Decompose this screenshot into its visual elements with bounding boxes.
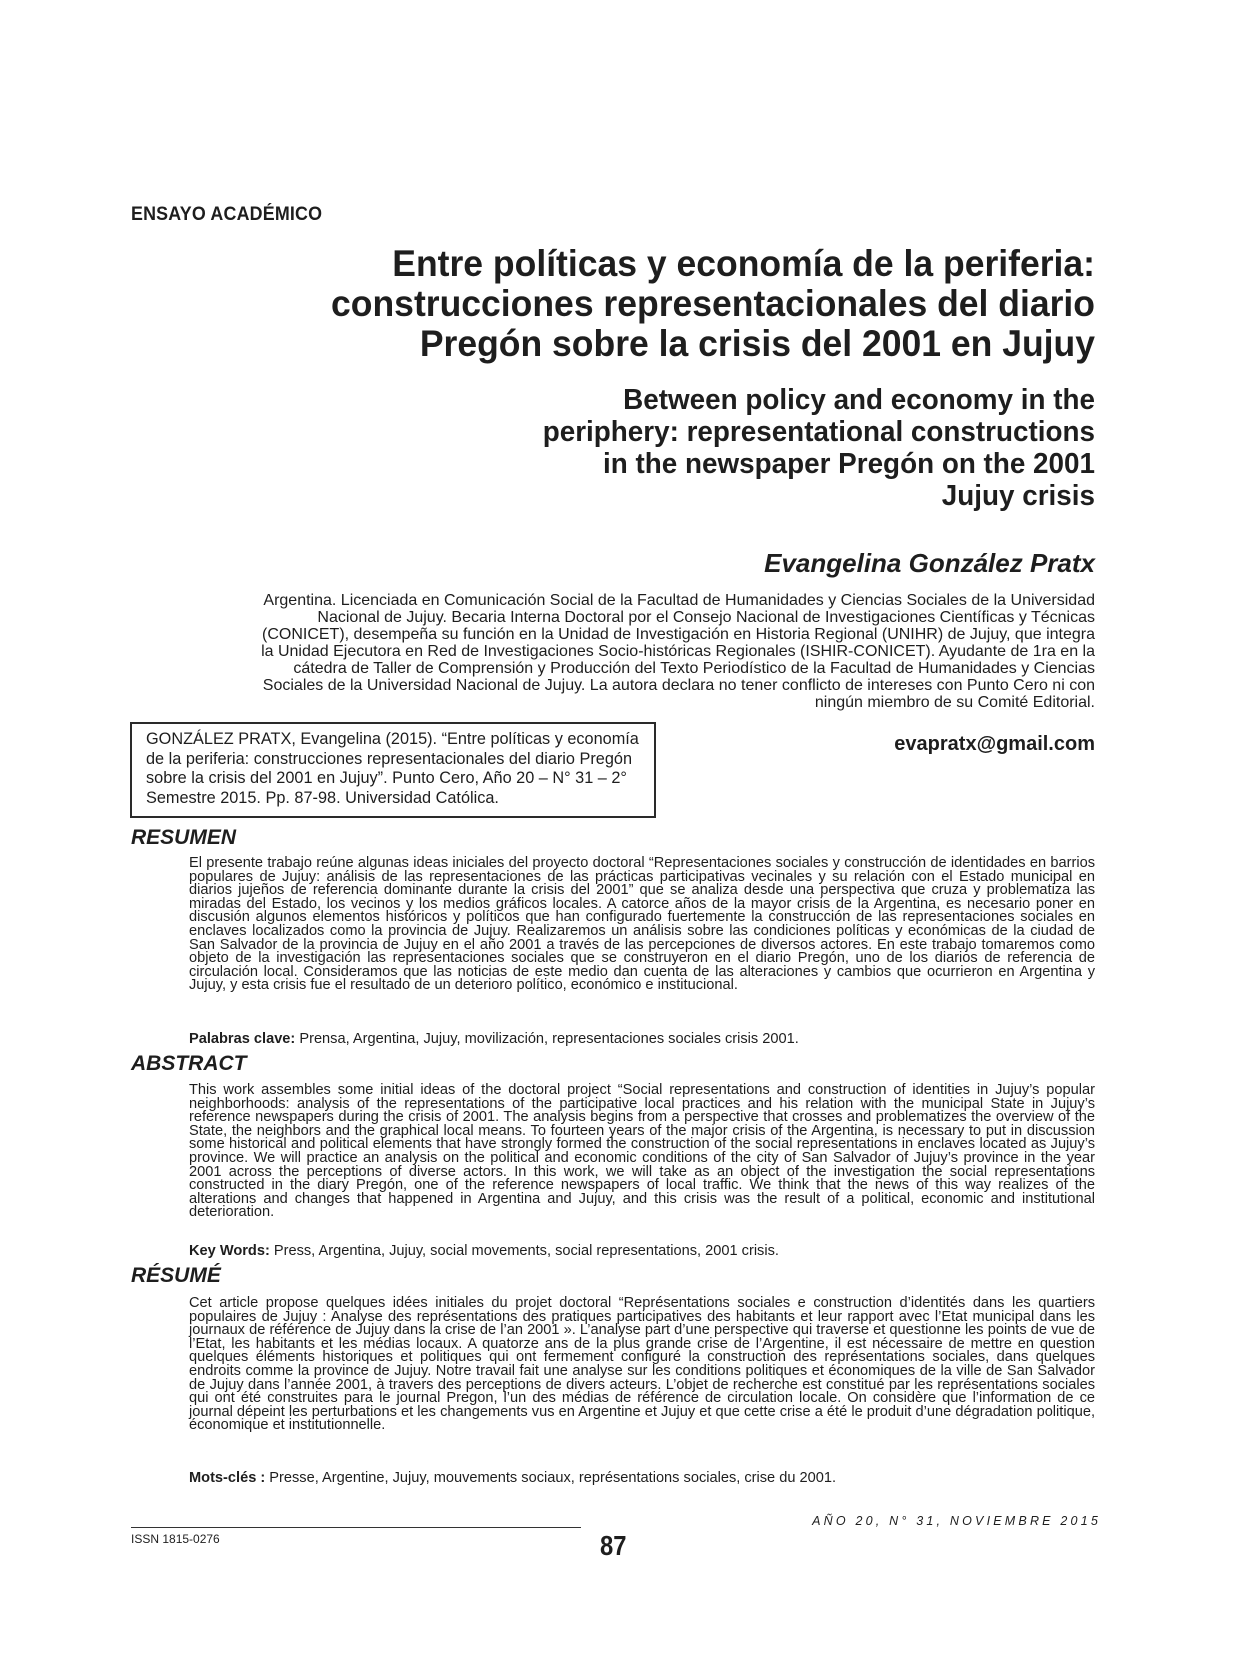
article-title-es — [250, 244, 1095, 364]
citation-line: GONZÁLEZ PRATX, Evangelina (2015). “Entre políticas y economía — [146, 730, 639, 748]
subtitle-line: periphery: representational constructions — [542, 416, 1095, 448]
affiliation-line: Sociales de la Universidad Nacional de Jujuy. La autora declara no tener conflicto de intereses con Punto Cero ni con — [262, 677, 1095, 694]
affiliation-line: Argentina. Licenciada en Comunicación Social de la Facultad de Humanidades y Ciencias Sociales de la Universidad — [263, 592, 1095, 609]
issn: ISSN 1815-0276 — [131, 1532, 220, 1546]
article-title-en — [442, 384, 1095, 512]
keywords-label: Key Words: — [189, 1243, 270, 1259]
author-name: Evangelina González Pratx — [764, 548, 1095, 578]
title-line: Entre políticas y economía de la periferia: — [392, 243, 1095, 284]
abstract-text: This work assembles some initial ideas of the doctoral project “Social representations and construction of identities in Jujuy’s popular neighborhoods: analysis of the representations of the participative local practices and his relation with the municipal State in Jujuy’s reference newspapers during the crisis of 2001. The analysis begins from a perspective that crosses and problematizes the overview of the State, the neighbors and the graphical local means. To fourteen years of the major crisis of the Argentina, is necessary to put in discussion some historical and political elements that have strongly formed the construction of the social representations in enclaves located as Jujuy’s province. We will practice an analysis on the political and economic conditions of the city of San Salvador of Jujuy’s province in the year 2001 across the perceptions of diverse actors. In this work, we will take as an object of the investigation the social representations constructed in the diary Pregón, one of the reference newspapers of local traffic. We think that the news of this way realizes of the alterations and changes that happened in Argentina and Jujuy, and this crisis was the result of a political, economic and institutional deterioration. — [189, 1082, 1095, 1221]
keywords-value: Press, Argentina, Jujuy, social movements, social representations, 2001 crisis. — [269, 1243, 779, 1259]
abstract-heading: ABSTRACT — [131, 1052, 247, 1075]
citation-line: de la periferia: construcciones representacionales del diario Pregón — [146, 749, 633, 768]
affiliation-line: la Unidad Ejecutora en Red de Investigaciones Socio-históricas Regionales (ISHIR-CONICET). Ayudante de 1ra en la — [261, 643, 1095, 660]
subtitle-line: Jujuy crisis — [941, 480, 1095, 512]
citation-line: Semestre 2015. Pp. 87-98. Universidad Católica. — [146, 788, 499, 807]
affiliation-line: cátedra de Taller de Comprensión y Producción del Texto Periodístico de la Facultad de Humanidades y Ciencias — [293, 660, 1095, 677]
resume-text: Cet article propose quelques idées initiales du projet doctoral “Représentations sociales e construction d’identités dans les quartiers populaires de Jujuy : Analyse des représentations des pratiques participatives des habitants et leur rapport avec l’Etat municipal dans les journaux de référence de Jujuy dans la crise de l’an 2001 ». L’analyse part d’une perspective qui traverse et questionne les points de vue de l’Etat, les habitants et les médias locaux. A quatorze ans de la plus grande crise de l’Argentine, il est nécessaire de mettre en question quelques éléments historiques et politiques qui ont fermement configuré la construction des représentations sociales, dans quelques endroits comme la province de Jujuy. Notre travail fait une analyse sur les conditions politiques et économiques de la ville de San Salvador de Jujuy dans l’année 2001, à travers des perceptions de divers acteurs. L’objet de recherche est constitué par les représentations sociales qui ont été construites para le journal Pregon, l’un des médias de référence de circulation locale. On considère que l’information de ce journal dépeint les perturbations et les changements vus en Argentine et Jujuy et que cette crise a été le produit d’une dégradation politique, économique et institutionnelle. — [189, 1295, 1095, 1434]
keywords-value: Prensa, Argentina, Jujuy, movilización, representaciones sociales crisis 2001. — [295, 1031, 799, 1047]
footer-divider — [131, 1527, 581, 1528]
section-label: ENSAYO ACADÉMICO — [131, 204, 323, 225]
citation-line: sobre la crisis del 2001 en Jujuy”. Punto Cero, Año 20 – N° 31 – 2° — [146, 769, 627, 787]
keywords-label: Palabras clave: — [189, 1031, 296, 1047]
abstract-keywords — [189, 1243, 779, 1259]
issue-info: AÑO 20, N° 31, NOVIEMBRE 2015 — [812, 1514, 1101, 1528]
keywords-value: Presse, Argentine, Jujuy, mouvements sociaux, représentations sociales, crise du 2001. — [265, 1470, 837, 1486]
citation-box — [130, 722, 656, 818]
resumen-heading: RESUMEN — [131, 826, 237, 849]
title-line: Pregón sobre la crisis del 2001 en Jujuy — [419, 323, 1095, 364]
affiliation-line: (CONICET), desempeña su función en la Unidad de Investigación en Historia Regional (UNIHR) de Jujuy, que integra — [261, 626, 1095, 643]
resumen-keywords — [189, 1031, 799, 1047]
title-line: construcciones representacionales del diario — [331, 283, 1095, 324]
keywords-label: Mots-clés : — [189, 1470, 266, 1486]
affiliation-line: ningún miembro de su Comité Editorial. — [814, 694, 1095, 711]
subtitle-line: Between policy and economy in the — [623, 384, 1095, 416]
resume-keywords — [189, 1470, 836, 1486]
subtitle-line: in the newspaper Pregón on the 2001 — [603, 448, 1095, 480]
resume-heading: RÉSUMÉ — [131, 1264, 221, 1287]
author-email[interactable]: evapratx@gmail.com — [894, 733, 1095, 755]
page-number: 87 — [600, 1530, 627, 1561]
resumen-text: El presente trabajo reúne algunas ideas iniciales del proyecto doctoral “Representaciones sociales y construcción de identidades en barrios populares de Jujuy: análisis de las representaciones de las prácticas participativas vecinales y su relación con el Estado municipal en diarios jujeños de referencia dominante durante la crisis del 2001” que se analiza desde una perspectiva que cruza y problematiza las miradas del Estado, los vecinos y los medios gráficos locales. A catorce años de la mayor crisis de la Argentina, es necesario poner en discusión algunos elementos históricos y políticos que han configurado fuertemente la construcción de las representaciones sociales en enclaves localizados como la provincia de Jujuy. Realizaremos un análisis sobre las condiciones políticas y económicas de la ciudad de San Salvador de la provincia de Jujuy en el año 2001 a través de las percepciones de diversos actores. En este trabajo tomaremos como objeto de la investigación las representaciones sociales que se construyeron en el diario Pregón, uno de los diarios de referencia de circulación local. Consideramos que las noticias de este medio dan cuenta de las alteraciones y cambios que ocurrieron en Argentina y Jujuy, y esta crisis fue el resultado de un deterioro político, económico e institucional. — [189, 855, 1095, 994]
affiliation-line: Nacional de Jujuy. Becaria Interna Doctoral por el Consejo Nacional de Investigaciones Científicas y Técnicas — [317, 609, 1095, 626]
author-affiliation — [135, 592, 1095, 711]
